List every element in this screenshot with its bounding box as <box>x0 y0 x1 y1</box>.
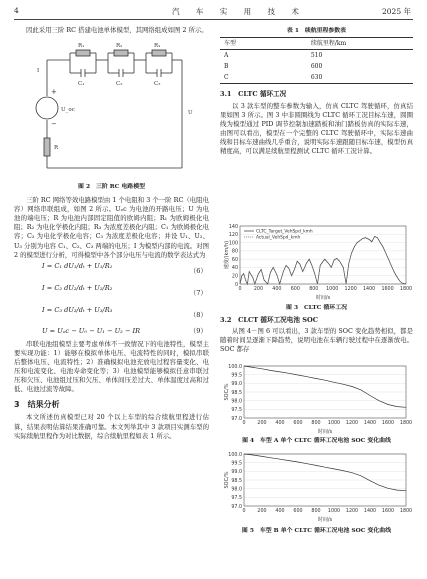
journal-title: 汽 车 实 用 技 术 <box>172 7 306 16</box>
legend-label: CLTC_Target_VehSpd_kmh <box>256 229 313 235</box>
equation-9 <box>14 326 209 340</box>
x-tick-label: 200 <box>257 509 267 514</box>
fig3-caption: 图 3 CLTC 循环工况 <box>286 304 347 311</box>
y-tick-label: 60 <box>231 257 238 263</box>
rc-circuit-figure <box>22 43 202 178</box>
x-tick-label: 800 <box>311 421 321 426</box>
x-tick-label: 1200 <box>345 421 359 426</box>
label-i: I <box>37 68 40 74</box>
y-tick-label: 80 <box>231 249 238 255</box>
label-r2: R₂ <box>116 43 123 49</box>
table-row <box>220 50 413 62</box>
x-tick-label: 200 <box>253 287 264 292</box>
table-cell: 600 <box>310 63 323 71</box>
x-tick-label: 1800 <box>399 509 413 514</box>
y-tick-label: 98.0 <box>231 399 242 405</box>
y-tick-label: 120 <box>228 233 238 239</box>
fig5-caption: 图 5 车型 B 单个 CLTC 循环工况电池 SOC 变化曲线 <box>241 527 392 534</box>
series-line-1 <box>240 236 406 284</box>
x-tick-label: 1000 <box>327 509 341 514</box>
series-line-2 <box>240 237 406 284</box>
y-tick-label: 97.5 <box>231 496 242 502</box>
label-r1: R₁ <box>78 43 85 49</box>
label-u: U <box>188 110 193 116</box>
equation-8 <box>14 304 209 326</box>
equation-9-number: （9） <box>189 326 207 335</box>
y-tick-label: 99.0 <box>231 382 242 388</box>
series-line-1 <box>244 454 406 491</box>
y-axis-label: 速度/(km/h) <box>224 240 230 270</box>
y-tick-label: 40 <box>231 266 238 272</box>
table-cell: B <box>224 63 229 71</box>
cltc-paragraph: 以 3 款车型的整车参数为输入，仿真 CLTC 驾驶循环，仿真结果如图 3 所示。图 3 中非圆圈线为 CLTC 循环工况目标车速，圆圈线为模型通过 PID 调节控制加速踏板和油门踏板仿真的实际车速，由图可以看出，模型在一个完整的 CLTC 驾驶循环中，实际车速曲线和目标车速曲线几乎重合，说明实际车速跟随目标车速，模型仿真精度高，可以满足续航里程测试 CLTC 循环工况计算。 <box>220 101 413 156</box>
label-c1: C₁ <box>78 81 85 87</box>
y-tick-label: 140 <box>228 224 238 230</box>
soc-chart-model-b <box>222 450 412 522</box>
x-tick-label: 1000 <box>326 287 339 292</box>
y-axis-label: SOC/% <box>224 383 230 401</box>
x-tick-label: 1600 <box>381 287 394 292</box>
circuit-description-paragraph: 三阶 RC 网络等效电路模型由 1 个电阻和 3 个一阶 RC（电阻电容）网络串联组成，如图 2 所示。Uₒc 为电池的开路电压；U 为电池的端电压；R 为电池内部固定阻值的欧姆内阻；R₁ 为欧姆极化电阻；R₂ 为电化学极化内阻；R₃ 为浓度差极化内阻；C₁ 为欧姆极化电容；C₂ 为电化学极化电容；C₃ 为浓度差极化电容；并设 U₁、U₂、U₃ 分别为电容 C₁、C₂、C₃ 两端的电压；I 为模型内部的电流。对图 2 的模型进行分析，可得模型中各个部分电压与电流的数学表达式为 <box>14 196 209 259</box>
equation-6 <box>14 260 209 282</box>
x-tick-label: 1400 <box>363 421 377 426</box>
results-paragraph: 本文所述仿真模型已对 20 个以上车型的综合续航里程进行估算，结果表明估算结果准确可靠。本文列举其中 3 款项目实测车型的实际续航里程作为对比数据，综合续航里程如表 1 所示。 <box>14 413 209 440</box>
x-tick-label: 400 <box>272 287 282 292</box>
battery-model-paragraph: 串联电池组模型主要考虑单体不一致情况下的电池特性，模型主要实现功能：1）能够在模拟单体电压、电流特性的同时，模拟串联后整体电压、电流特性；2）准确模拟电池充放电过程容量变化、电压和电流变化、电池寿命变化等；3）电池模型能够模拟任意串联过压和欠压、电池组过压和欠压、单体间压差过大、单体温度过高和过低、电池过流等故障。 <box>14 339 209 394</box>
x-tick-label: 1000 <box>327 421 341 426</box>
x-tick-label: 0 <box>242 509 246 514</box>
x-tick-label: 1400 <box>363 287 376 292</box>
y-tick-label: 98.5 <box>231 478 242 484</box>
right-column <box>220 26 413 156</box>
section-3-2-heading: 3.2 CLCT 循环工况电池 SOC <box>220 316 319 325</box>
equation-7 <box>14 282 209 304</box>
equation-6-number: （6） <box>189 266 207 275</box>
section-3-heading: 3 结果分析 <box>14 400 60 410</box>
y-tick-label: 97.0 <box>231 504 242 510</box>
journal-year: 2025 年 <box>382 7 411 16</box>
soc-paragraph: 从图 4－图 6 可以看出，3 款车型的 SOC 变化趋势相似，都是随着时间呈逐渐下降趋势，说明电池在车辆行驶过程中在逐渐放电。SOC 都存 <box>220 327 413 354</box>
y-tick-label: 100 <box>228 241 238 247</box>
x-tick-label: 800 <box>309 287 319 292</box>
x-axis-label: 时间/s <box>317 429 333 435</box>
table-header-range: 续航里程/km <box>307 38 413 50</box>
table-row <box>220 61 413 72</box>
table-cell: 630 <box>307 72 413 84</box>
fig4-caption: 图 4 车型 A 单个 CLTC 循环工况电池 SOC 变化曲线 <box>242 437 391 444</box>
table-cell: C <box>220 72 307 84</box>
x-tick-label: 600 <box>293 509 303 514</box>
x-tick-label: 200 <box>257 421 267 426</box>
x-axis-label: 时间/s <box>317 517 333 523</box>
section-3-1-heading: 3.1 CLTC 循环工况 <box>220 90 287 99</box>
equation-7-body: I = C₂ dU₂/dₜ + U₂/R₂ <box>42 283 113 292</box>
x-tick-label: 0 <box>242 421 246 426</box>
cltc-speed-chart <box>222 222 412 300</box>
svg-text:+: + <box>51 88 57 96</box>
label-r3: R₃ <box>154 43 161 49</box>
x-tick-label: 1400 <box>363 509 377 514</box>
y-tick-label: 0 <box>234 282 238 288</box>
y-axis-label: SOC/% <box>224 471 230 489</box>
x-axis-label: 时间/s <box>315 295 331 301</box>
x-tick-label: 400 <box>275 421 285 426</box>
fig4-caption-wrap <box>220 436 413 445</box>
x-tick-label: 400 <box>275 509 285 514</box>
label-r: R <box>54 145 59 151</box>
x-tick-label: 600 <box>290 287 300 292</box>
x-tick-label: 1200 <box>345 509 359 514</box>
y-tick-label: 99.5 <box>231 373 242 379</box>
x-tick-label: 0 <box>238 287 242 292</box>
y-tick-label: 99.5 <box>231 461 242 467</box>
page-number: 4 <box>14 6 19 15</box>
equation-8-body: I = C₃ dU₃/dₜ + U₃/R₃ <box>42 305 113 314</box>
table-row <box>220 72 413 84</box>
fig2-caption: 图 2 三阶 RC 电路模型 <box>78 183 145 190</box>
x-tick-label: 800 <box>311 509 321 514</box>
range-table <box>220 37 413 84</box>
svg-text:−: − <box>51 120 57 128</box>
x-tick-label: 600 <box>293 421 303 426</box>
y-tick-label: 100.0 <box>228 364 242 370</box>
fig4-chart <box>222 362 412 434</box>
header-rule <box>14 19 413 20</box>
fig3-caption-wrap <box>220 303 413 354</box>
label-uoc: U_oc <box>61 107 75 113</box>
y-tick-label: 100.0 <box>228 452 242 458</box>
equation-9-body: U = Uₒc − U₀ − U₁ − U₂ − IR <box>42 326 141 335</box>
legend-label: Actual_VehSpd_kmh <box>256 235 301 241</box>
running-header <box>0 0 427 22</box>
y-tick-label: 97.0 <box>231 416 242 422</box>
label-c2: C₂ <box>116 81 123 87</box>
rc-circuit-diagram <box>22 43 202 178</box>
soc-chart-model-a <box>222 362 412 434</box>
equation-6-body: I = C₁ dU₁/dₜ + U₁/R₁ <box>42 261 113 270</box>
table1-caption: 表 1 续航里程参数表 <box>286 27 347 34</box>
x-tick-label: 1800 <box>399 287 413 292</box>
left-column <box>14 26 209 35</box>
label-c3: C₃ <box>154 81 161 87</box>
table-cell: A <box>224 52 229 60</box>
fig5-chart <box>222 450 412 522</box>
fig5-caption-wrap <box>220 526 413 535</box>
table-header-row <box>220 38 413 50</box>
y-tick-label: 97.5 <box>231 408 242 414</box>
equation-8-number: （8） <box>189 310 207 319</box>
x-tick-label: 1600 <box>381 509 395 514</box>
table-cell: 510 <box>310 52 323 60</box>
x-tick-label: 1800 <box>399 421 413 426</box>
equation-7-number: （7） <box>189 288 207 297</box>
intro-paragraph: 因此采用三阶 RC 搭建电池单体模型，其网络组成如图 2 所示。 <box>26 26 208 34</box>
y-tick-label: 98.0 <box>231 487 242 493</box>
y-tick-label: 98.5 <box>231 390 242 396</box>
x-tick-label: 1200 <box>344 287 357 292</box>
left-column-body <box>14 182 209 441</box>
fig3-chart <box>222 222 412 300</box>
series-line-1 <box>244 366 406 407</box>
x-tick-label: 1600 <box>381 421 395 426</box>
y-tick-label: 20 <box>231 274 238 280</box>
y-tick-label: 99.0 <box>231 470 242 476</box>
table-header-model: 车型 <box>220 38 307 50</box>
